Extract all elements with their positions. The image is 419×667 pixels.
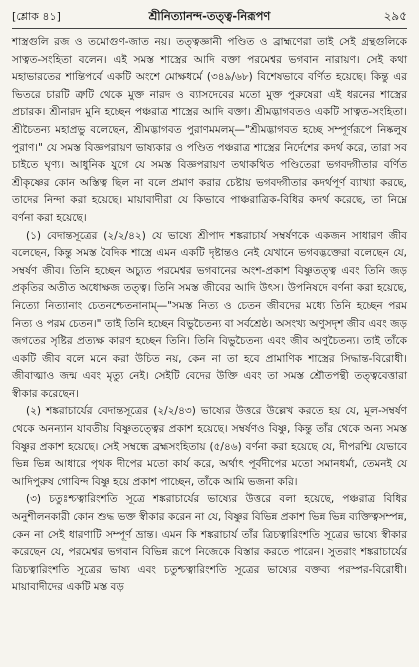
page-title: শ্রীনিত্যানন্দ-তত্ত্ব-নিরূপণ [148, 9, 271, 23]
paragraph: (৩) চতুঃশ্চত্বারিংশতি সূত্রে শঙ্করাচার্যের ভাষ্যের উত্তরে বলা হয়েছে, পঞ্চরাত্র বিধির অনুশীলনকারী কোন শুদ্ধ ভক্ত স্বীকার করেন না যে, বিষ্ণুর বিভিন্ন প্রকাশ ভিন্ন ভিন্ন ব্যক্তিত্বসম্পন্ন, কেন না সেই ধারণাটি সম্পূর্ণ ভ্রান্ত। এমন কি শঙ্করাচার্য তাঁর ত্রিচত্বারিংশতি সূত্রের ভাষ্যে স্বীকার করেছেন যে, পরমেশ্বর ভগবান বিভিন্ন রূপে নিজেকে বিস্তার করতে পারেন। সুতরাং শঙ্করাচার্যের ত্রিচত্বারিংশতি সূত্রের ভাষ্য এবং চতুশ্চত্বারিংশতি সূত্রের ভাষ্যের বক্তব্য পরস্পর-বিরোধী। মায়াবাদীদের একটি মস্ত বড় [12, 493, 407, 594]
paragraph: (১) বেদান্তসূত্রের (২/২/৪২) যে ভাষ্যে শ্রীপাদ শঙ্করাচার্য সম্বর্ষণকে একজন সাধারণ জীব বলেছেন, কিন্তু সমস্ত বৈদিক শাস্ত্রে এমন একটি দৃষ্টান্তও নেই যেখানে ভগবদ্ভক্তেরা বলেছেন যে, সম্বর্ষণ জীব। তিনি হচ্ছেন অচ্যুত পরমেশ্বর ভগবানের অংশ-প্রকাশ বিষ্ণুতত্ত্ব এবং তিনি জড় প্রকৃতির অতীত অধোক্ষজ তত্ত্ব। তিনি সমস্ত জীবের আদি উৎস। উপনিষদে বর্ণনা করা হয়েছে, নিত্যো নিত্যানাং চেতনশ্চেতনানাম্—"সমস্ত নিত্য ও চেতন জীবদের মধ্যে তিনি হচ্ছেন পরম নিত্য ও পরম চেতন।" তাই তিনি হচ্ছেন বিভুচৈতন্য বা সর্বশ্রেষ্ঠ। অসংখ্য অণুসদৃশ জীব এবং জড় জগতের সৃষ্টির প্রত্যক্ষ কারণ হচ্ছেন তিনি। তিনি বিভুচৈতন্য এবং জীব অণুচৈতন্য। তাই তাঁকে একটি জীব বলে মনে করা উচিত নয়, কেন না তা হবে প্রামাণিক শাস্ত্রের সিদ্ধান্ত-বিরোধী। জীবাত্মাও জন্ম এবং মৃত্যু নেই। সেইটি বেদের উক্তি এবং তা সমস্ত শ্রৌতপন্থী তত্ত্ববেত্তারা স্বীকার করেছেন। [12, 229, 408, 400]
page-header [12, 6, 407, 29]
paragraph: শাস্ত্রগুলি রজ ও তমোগুণ-জাত নয়। তত্ত্বজ্ঞানী পণ্ডিত ও ব্রাহ্মণেরা তাই সেই গ্রন্থগুলিকে সাত্বত-সংহিতা বলেন। এই সমস্ত শাস্ত্রের আদি বক্তা পরমেশ্বর ভগবান নারায়ণ। সেই কথা মহাভারতের শান্তিপর্বে একটি অংশে মোক্ষধর্মে (৩৪৯/৬৮) বিশেষভাবে বর্ণিত হয়েছে। কিন্তু এর ভিতরে চারটি ত্রুটি থেকে মুক্ত নারদ ও ব্যাসদেবের মতো মুক্ত পুরুষেরা এই ধরনের শাস্ত্রের প্রচারক। শ্রীনারদ মুনি হচ্ছেন পঞ্চরাত্র শাস্ত্রের আদি বক্তা। শ্রীমদ্ভাগবতও একটি সাত্বত-সংহিতা। শ্রীচৈতন্য মহাপ্রভু বলেছেন, শ্রীমদ্ভাগবত পুরাণমমলম্—"শ্রীমদ্ভাগবত হচ্ছে সম্পূর্ণরূপে নিষ্কলুষ পুরাণ।" যে সমস্ত বিজ্ঞপরায়ণ ভাষ্যকার ও পণ্ডিত পঞ্চরাত্র শাস্ত্রের নির্দেশের কদর্থ করে, তারা সব চাইতে ঘৃণ্য। আধুনিক যুগে যে সমস্ত বিজ্ঞপরায়ণ তথাকথিত পণ্ডিতেরা ভগবদ্গীতার বর্ণিত শ্রীকৃষ্ণের কোন অস্তিত্ব ছিল না বলে প্রমাণ করার চেষ্টায় ভগবদ্গীতার কদর্থপূর্ণ ব্যাখ্যা করছে, তাদের নিন্দা করা হয়েছে। মায়াবাদীরা যে কিভাবে পাঞ্চরাত্রিক-বিধির কদর্থ করেছে, তা নিম্নে বর্ণনা করা হয়েছে। [12, 36, 407, 224]
page-body [12, 34, 407, 597]
page-number: ২৯৫ [383, 9, 407, 23]
verse-label: [শ্লোক ৪১] [12, 10, 61, 23]
paragraph: (২) শঙ্করাচার্যের বেদান্তসূত্রের (২/২/৪৩) ভাষ্যের উত্তরে উল্লেখ করতে হয় যে, মূল-সম্বর্ষণ থেকে অনন্যান যাবতীয় বিষ্ণুতত্ত্বের প্রকাশ হয়েছে। সম্বর্ষণও বিষ্ণু, কিন্তু তাঁর থেকে অন্য সমস্ত বিষ্ণুর প্রকাশ হয়েছে। সেই সম্বন্ধে ব্রহ্মসংহিতায় (৫/৪৬) বর্ণনা করা হয়েছে যে, দীপরশ্মি যেভাবে ভিন্ন ভিন্ন আধারে পৃথক দীপের মতো কার্য করে, অর্থাৎ পূর্বদীপের মতো সমানধর্মা, তেমনই যে আদিপুরুষ গোবিন্দ বিষ্ণু হয়ে প্রকাশ পাচ্ছেন, তাঁকে আমি ভজনা করি। [12, 405, 407, 488]
